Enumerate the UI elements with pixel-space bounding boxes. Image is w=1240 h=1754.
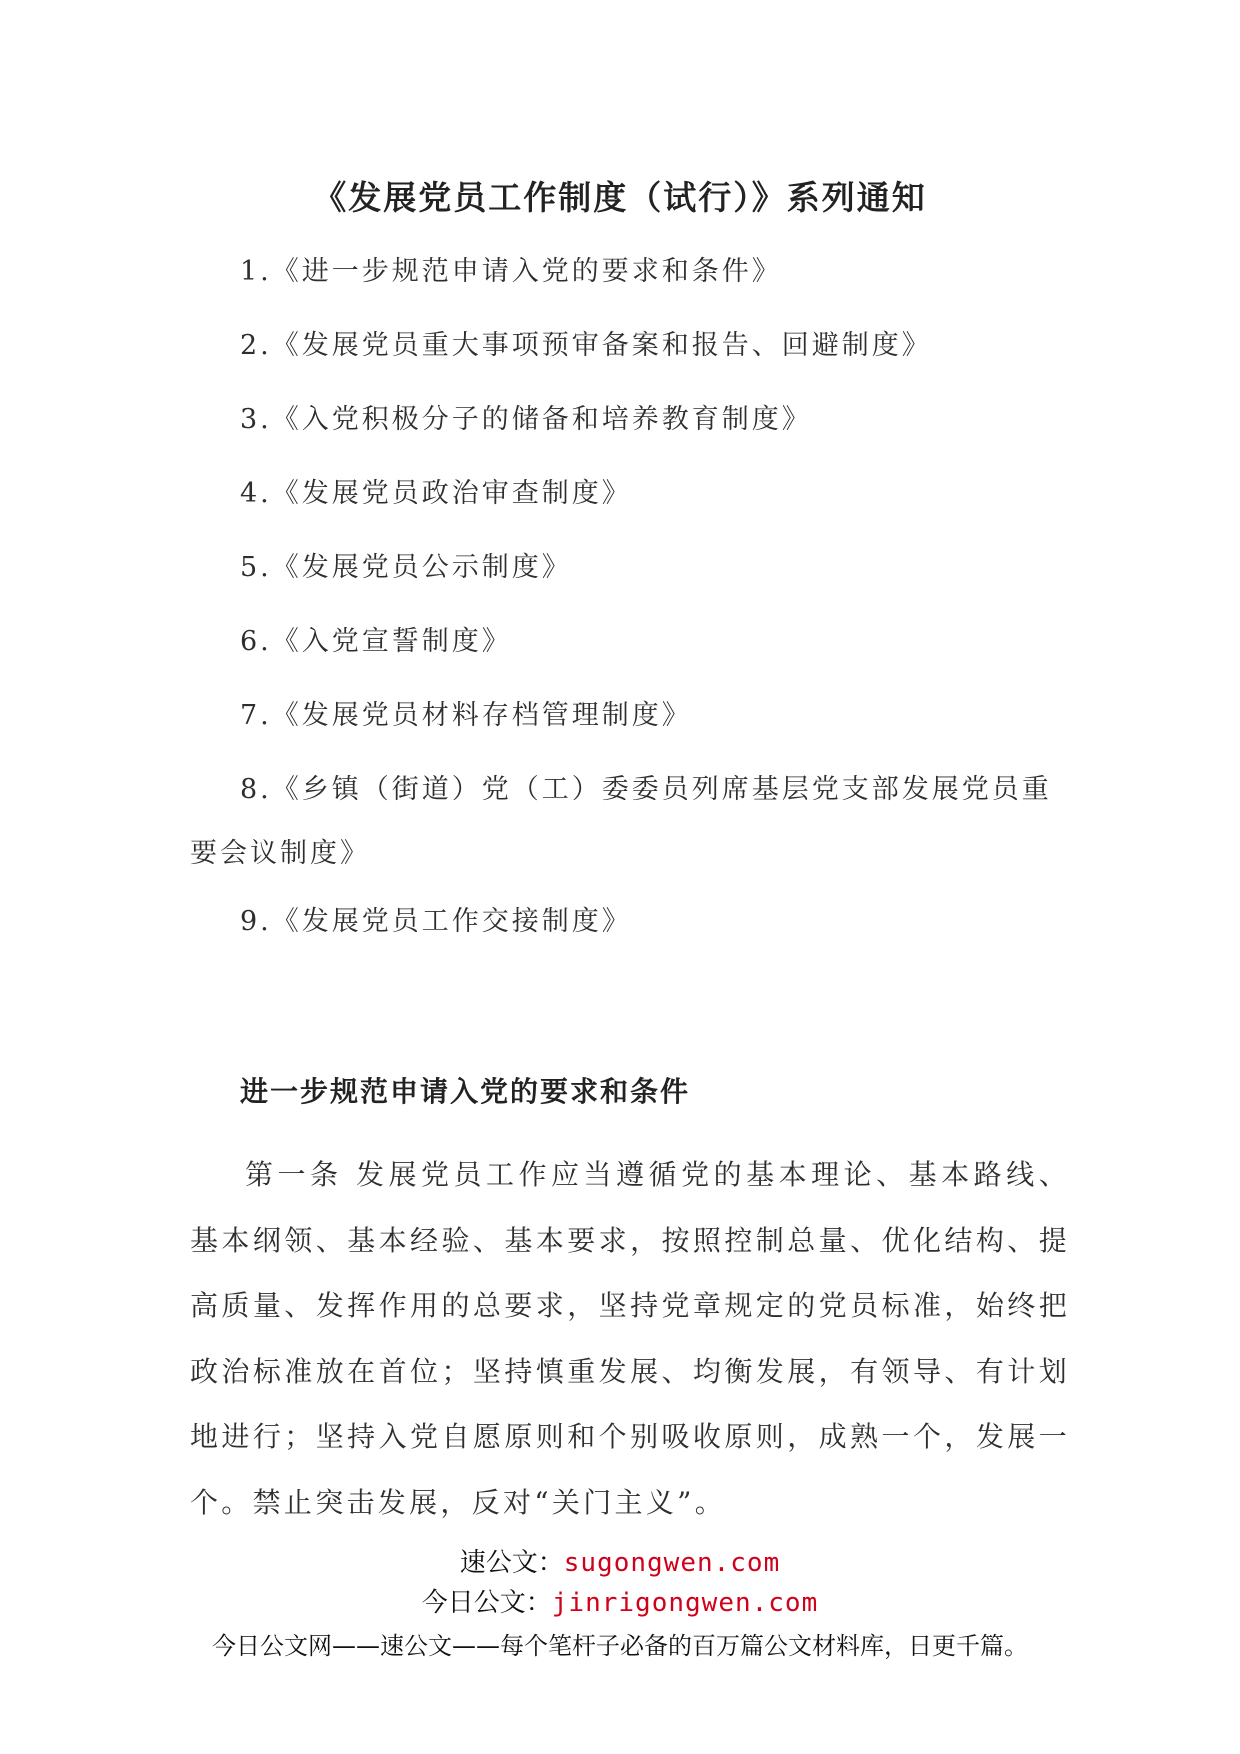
notice-item-2: 2.《发展党员重大事项预审备案和报告、回避制度》 [240,330,932,361]
notice-item-3: 3.《入党积极分子的储备和培养教育制度》 [240,404,812,435]
notice-item-9: 9.《发展党员工作交接制度》 [240,906,632,937]
document-title: 《发展党员工作制度（试行）》系列通知 [313,178,927,217]
footer-line-1 [0,1542,1240,1579]
notice-item-1: 1.《进一步规范申请入党的要求和条件》 [240,256,782,287]
notice-item-6: 6.《入党宣誓制度》 [240,626,512,657]
notice-item-5: 5.《发展党员公示制度》 [240,552,572,583]
footer-slogan: 今日公文网——速公文——每个笔杆子必备的百万篇公文材料库，日更千篇。 [212,1632,1028,1660]
notice-item-8: 8.《乡镇（街道）党（工）委委员列席基层党支部发展党员重要会议制度》 [190,774,1052,869]
jinrigongwen-link[interactable]: jinrigongwen.com [551,1588,819,1618]
footer-label-2: 今日公文： [421,1588,552,1618]
article-1-paragraph: 第一条 发展党员工作应当遵循党的基本理论、基本路线、基本纲领、基本经验、基本要求，按照控制总量、优化结构、提高质量、发挥作用的总要求，坚持党章规定的党员标准，始终把政治标准放在首位；坚持慎重发展、均衡发展，有领导、有计划地进行；坚持入党自愿原则和个别吸收原则，成熟一个，发展一个。禁止突击发展，反对“关门主义”。 [190,1158,1070,1519]
notice-item-4: 4.《发展党员政治审查制度》 [240,478,632,509]
notice-item-7: 7.《发展党员材料存档管理制度》 [240,700,692,731]
sugongwen-link[interactable]: sugongwen.com [563,1548,781,1578]
section-heading: 进一步规范申请入党的要求和条件 [240,1075,691,1108]
footer-label-1: 速公文： [459,1548,564,1578]
footer-line-2 [0,1582,1240,1619]
